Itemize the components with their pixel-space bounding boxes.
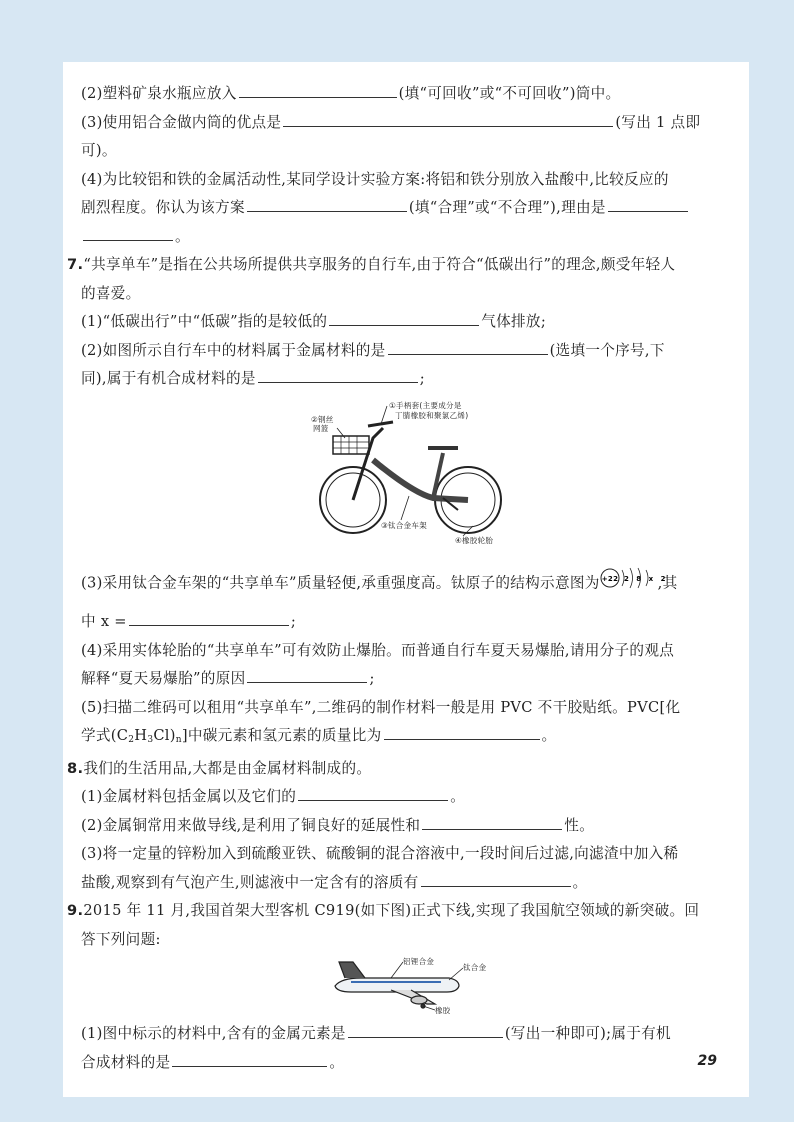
q6-part3-line2	[81, 137, 731, 166]
q9-intro-text: 2015 年 11 月,我国首架大型客机 C919(如下图)正式下线,实现了我国航空领域的新突破。回	[83, 902, 700, 919]
q8-p3-line2-text: 盐酸,观察到有气泡产生,则滤液中一定含有的溶质有	[81, 873, 419, 891]
pvc-formula-sub: n	[175, 735, 182, 745]
pvc-formula-part: H	[134, 727, 148, 744]
q9-part1-line2	[81, 1049, 731, 1078]
answer-blank[interactable]	[298, 783, 448, 801]
answer-blank[interactable]	[422, 812, 562, 830]
q8-part3-line2	[81, 869, 731, 898]
q6-part4	[81, 166, 731, 195]
pvc-formula-part: Cl)	[153, 727, 176, 744]
atom-structure-icon	[600, 566, 668, 590]
q6-p3-line2-text: 可)。	[81, 142, 117, 159]
answer-blank[interactable]	[348, 1020, 503, 1038]
q7-p3-line2-end: ;	[290, 613, 297, 630]
q9-intro-line2	[81, 926, 731, 955]
q8-part3	[81, 840, 731, 869]
answer-blank[interactable]	[384, 722, 540, 740]
q8-p3-text: (3)将一定量的锌粉加入到硫酸亚铁、硫酸铜的混合溶液中,一段时间后过滤,向滤渣中加入稀	[81, 845, 679, 862]
q7-p5-line2-end: 。	[541, 727, 557, 744]
label-handle-grip: ①手柄套(主要成分是	[389, 400, 462, 410]
answer-blank[interactable]	[329, 308, 479, 326]
q8-p3-line2-end: 。	[572, 873, 588, 891]
q7-part4	[81, 637, 731, 666]
answer-blank[interactable]	[247, 194, 407, 212]
worksheet-page	[63, 62, 749, 1097]
q7-p2-text-after: (选填一个序号,下	[549, 341, 665, 359]
handlebar	[368, 422, 393, 426]
answer-blank[interactable]	[283, 109, 613, 127]
q9-intro	[67, 897, 731, 926]
q7-part5	[81, 694, 731, 723]
q9-p1-text: (1)图中标示的材料中,含有的金属元素是	[81, 1025, 346, 1042]
airplane-figure	[81, 954, 731, 1020]
q7-p1-text-after: 气体排放;	[481, 313, 547, 330]
airplane-illustration	[331, 956, 501, 1014]
q9-part1	[81, 1020, 731, 1049]
label-wire-basket: ②钢丝	[311, 414, 334, 424]
label-aluminum-lithium-alloy: 铝锂合金	[403, 957, 435, 966]
titanium-atom-diagram	[600, 566, 668, 601]
q8-p1-end: 。	[450, 788, 466, 805]
page-number: 29	[697, 1053, 717, 1069]
pvc-formula-sub: 3	[147, 735, 154, 745]
atom-nucleus-label: +22	[601, 574, 618, 583]
label-rubber-tire: ④橡胶轮胎	[455, 535, 494, 545]
label-handle-grip-line2: 丁腈橡胶和聚氯乙烯)	[395, 410, 469, 420]
q6-p3-text-after: (写出 1 点即	[615, 113, 701, 131]
q7-p5-line2-text: ]中碳元素和氢元素的质量比为	[181, 727, 382, 744]
answer-blank[interactable]	[388, 337, 548, 355]
q8-number: 8.	[67, 759, 84, 777]
pvc-formula-part: 学式(C	[81, 727, 129, 744]
answer-blank[interactable]	[258, 365, 418, 383]
engine	[411, 996, 427, 1004]
q7-part1	[81, 308, 731, 337]
q7-p4-line2-end: ;	[369, 670, 375, 687]
label-rubber: 橡胶	[435, 1006, 451, 1015]
label-wire-basket-line2: 网篮	[313, 423, 329, 433]
q6-p3-text: (3)使用铝合金做内筒的优点是	[81, 113, 282, 131]
pvc-formula-sub: 2	[128, 735, 135, 745]
q8-p2-text: (2)金属铜常用来做导线,是利用了铜良好的延展性和	[81, 816, 421, 834]
answer-blank[interactable]	[172, 1049, 327, 1067]
q7-p2-line2-end: ;	[419, 370, 425, 387]
q7-intro-line2	[81, 280, 731, 309]
label-titanium-frame: ③钛合金车架	[381, 520, 428, 530]
bicycle-figure	[81, 398, 731, 566]
q8-intro	[67, 755, 731, 784]
q7-p3-line2-text: 中 x =	[81, 613, 127, 630]
answer-blank[interactable]	[608, 194, 688, 212]
q7-p5-text: (5)扫描二维码可以租用“共享单车”,二维码的制作材料一般是用 PVC 不干胶贴纸。PVC[化	[81, 698, 681, 716]
titanium-frame	[373, 460, 468, 500]
q9-p1-line2-end: 。	[329, 1053, 345, 1071]
q6-p4-line2-mid: (填“合理”或“不合理”),理由是	[408, 199, 606, 216]
q8-part1	[81, 783, 731, 812]
q7-p2-line2-text: 同),属于有机合成材料的是	[81, 370, 256, 387]
q7-p2-text: (2)如图所示自行车中的材料属于金属材料的是	[81, 341, 386, 359]
q9-p1-line2-text: 合成材料的是	[81, 1053, 171, 1071]
q7-p3-text-end: ,其	[657, 573, 678, 591]
q7-number: 7.	[67, 256, 84, 273]
fuselage	[335, 978, 459, 992]
q6-p2-text-after: (填“可回收”或“不可回收”)筒中。	[398, 85, 621, 102]
q7-intro-line2-text: 的喜爱。	[81, 284, 141, 302]
q8-p2-end: 性。	[564, 816, 595, 834]
q8-intro-text: 我们的生活用品,大都是由金属材料制成的。	[83, 759, 372, 777]
q6-p4-text: (4)为比较铝和铁的金属活动性,某同学设计实验方案:将铝和铁分别放入盐酸中,比较反应的	[81, 170, 669, 188]
answer-blank[interactable]	[421, 869, 571, 887]
q7-p1-text: (1)“低碳出行”中“低碳”指的是较低的	[81, 313, 328, 330]
q7-intro-text: “共享单车”是指在公共场所提供共享服务的自行车,由于符合“低碳出行”的理念,颇受年轻人	[83, 256, 676, 273]
q7-p4-line2-text: 解释“夏天易爆胎”的原因	[81, 670, 246, 687]
q9-p1-text-after: (写出一种即可);属于有机	[504, 1025, 671, 1042]
q9-number: 9.	[67, 902, 84, 919]
q7-p3-text: (3)采用钛合金车架的“共享单车”质量轻便,承重强度高。钛原子的结构示意图为	[81, 573, 600, 591]
q7-part2-line2	[81, 365, 731, 394]
answer-blank[interactable]	[83, 223, 173, 241]
q7-part3	[81, 566, 731, 601]
answer-blank[interactable]	[239, 80, 397, 98]
q8-p1-text: (1)金属材料包括金属以及它们的	[81, 788, 297, 805]
label-titanium-alloy: 钛合金	[463, 963, 487, 972]
tail-fin	[339, 962, 365, 978]
answer-blank[interactable]	[247, 665, 367, 683]
answer-blank[interactable]	[129, 608, 289, 626]
q7-intro	[67, 251, 731, 280]
q6-p2-text: (2)塑料矿泉水瓶应放入	[81, 85, 237, 102]
atom-shells-label: 2 8 x 2	[623, 574, 668, 583]
wire-basket	[333, 436, 369, 454]
q7-part4-line2	[81, 665, 731, 694]
q6-part3	[81, 109, 731, 138]
q8-part2	[81, 812, 731, 841]
q9-intro-line2-text: 答下列问题:	[81, 930, 161, 948]
q7-p4-text: (4)采用实体轮胎的“共享单车”可有效防止爆胎。而普通自行车夏天易爆胎,请用分子的观点	[81, 641, 675, 659]
q7-part2	[81, 337, 731, 366]
q6-p4-line2-text: 剧烈程度。你认为该方案	[81, 199, 245, 216]
q7-part3-line2	[81, 608, 731, 637]
q6-part4-line2	[81, 194, 731, 223]
q6-part2	[81, 80, 731, 109]
q6-part4-line3	[81, 223, 731, 252]
q6-p4-line3-end: 。	[175, 227, 190, 245]
q7-part5-line2	[81, 722, 731, 755]
bicycle-illustration	[313, 398, 513, 558]
page-content	[67, 80, 731, 1077]
